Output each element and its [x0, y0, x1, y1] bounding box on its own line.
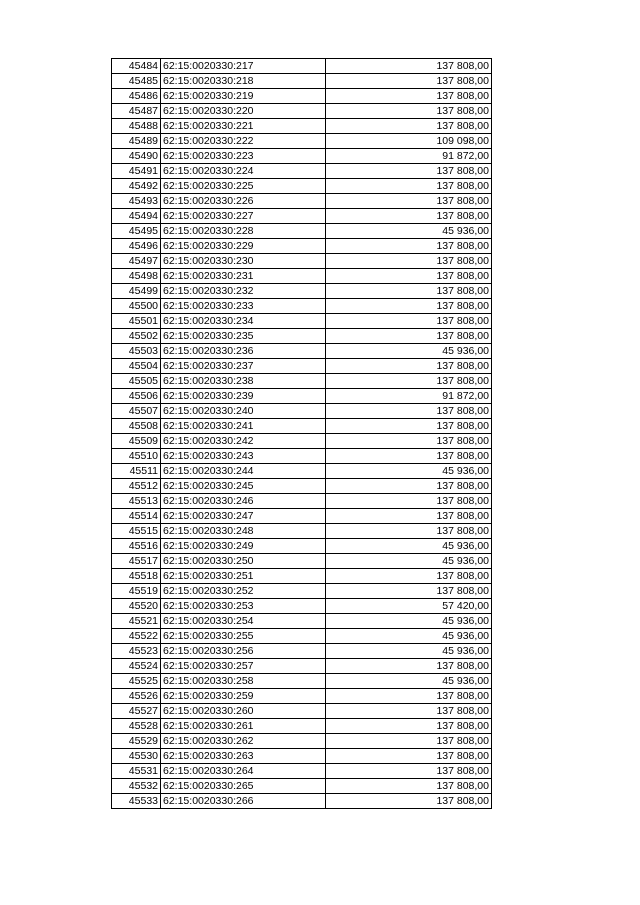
- value-cell: 137 808,00: [326, 314, 492, 329]
- cadastral-code-cell: 62:15:0020330:238: [161, 374, 326, 389]
- value-cell: 45 936,00: [326, 644, 492, 659]
- row-number-cell: 45527: [112, 704, 161, 719]
- table-row: [112, 284, 492, 299]
- value-cell: 137 808,00: [326, 749, 492, 764]
- cadastral-code-cell: 62:15:0020330:237: [161, 359, 326, 374]
- value-cell: 137 808,00: [326, 59, 492, 74]
- value-cell: 45 936,00: [326, 224, 492, 239]
- row-number-cell: 45497: [112, 254, 161, 269]
- row-number-cell: 45490: [112, 149, 161, 164]
- row-number-cell: 45501: [112, 314, 161, 329]
- row-number-cell: 45489: [112, 134, 161, 149]
- row-number-cell: 45524: [112, 659, 161, 674]
- table-row: [112, 74, 492, 89]
- table-row: [112, 254, 492, 269]
- value-cell: 137 808,00: [326, 779, 492, 794]
- value-cell: 137 808,00: [326, 269, 492, 284]
- table-row: [112, 194, 492, 209]
- table-row: [112, 134, 492, 149]
- value-cell: 137 808,00: [326, 734, 492, 749]
- value-cell: 91 872,00: [326, 149, 492, 164]
- cadastral-code-cell: 62:15:0020330:230: [161, 254, 326, 269]
- value-cell: 45 936,00: [326, 554, 492, 569]
- value-cell: 45 936,00: [326, 539, 492, 554]
- cadastral-code-cell: 62:15:0020330:234: [161, 314, 326, 329]
- row-number-cell: 45504: [112, 359, 161, 374]
- cadastral-code-cell: 62:15:0020330:242: [161, 434, 326, 449]
- table-row: [112, 479, 492, 494]
- row-number-cell: 45515: [112, 524, 161, 539]
- row-number-cell: 45517: [112, 554, 161, 569]
- cadastral-code-cell: 62:15:0020330:256: [161, 644, 326, 659]
- value-cell: 137 808,00: [326, 494, 492, 509]
- cadastral-code-cell: 62:15:0020330:243: [161, 449, 326, 464]
- row-number-cell: 45511: [112, 464, 161, 479]
- table-row: [112, 764, 492, 779]
- cadastral-code-cell: 62:15:0020330:244: [161, 464, 326, 479]
- value-cell: 137 808,00: [326, 374, 492, 389]
- table-row: [112, 704, 492, 719]
- cadastral-code-cell: 62:15:0020330:246: [161, 494, 326, 509]
- value-cell: 57 420,00: [326, 599, 492, 614]
- table-row: [112, 89, 492, 104]
- row-number-cell: 45493: [112, 194, 161, 209]
- table-row: [112, 179, 492, 194]
- row-number-cell: 45528: [112, 719, 161, 734]
- cadastral-code-cell: 62:15:0020330:220: [161, 104, 326, 119]
- table-row: [112, 734, 492, 749]
- cadastral-code-cell: 62:15:0020330:248: [161, 524, 326, 539]
- row-number-cell: 45492: [112, 179, 161, 194]
- row-number-cell: 45500: [112, 299, 161, 314]
- row-number-cell: 45521: [112, 614, 161, 629]
- row-number-cell: 45495: [112, 224, 161, 239]
- value-cell: 137 808,00: [326, 299, 492, 314]
- row-number-cell: 45491: [112, 164, 161, 179]
- row-number-cell: 45529: [112, 734, 161, 749]
- row-number-cell: 45512: [112, 479, 161, 494]
- value-cell: 137 808,00: [326, 209, 492, 224]
- row-number-cell: 45496: [112, 239, 161, 254]
- value-cell: 137 808,00: [326, 794, 492, 809]
- value-cell: 137 808,00: [326, 479, 492, 494]
- cadastral-code-cell: 62:15:0020330:252: [161, 584, 326, 599]
- cadastral-code-cell: 62:15:0020330:233: [161, 299, 326, 314]
- row-number-cell: 45526: [112, 689, 161, 704]
- row-number-cell: 45514: [112, 509, 161, 524]
- value-cell: 45 936,00: [326, 344, 492, 359]
- value-cell: 137 808,00: [326, 89, 492, 104]
- table-row: [112, 689, 492, 704]
- cadastral-code-cell: 62:15:0020330:235: [161, 329, 326, 344]
- value-cell: 137 808,00: [326, 569, 492, 584]
- value-cell: 137 808,00: [326, 764, 492, 779]
- table-row: [112, 314, 492, 329]
- row-number-cell: 45508: [112, 419, 161, 434]
- table-row: [112, 719, 492, 734]
- cadastral-code-cell: 62:15:0020330:224: [161, 164, 326, 179]
- value-cell: 137 808,00: [326, 254, 492, 269]
- table-row: [112, 659, 492, 674]
- row-number-cell: 45523: [112, 644, 161, 659]
- table-row: [112, 539, 492, 554]
- value-cell: 137 808,00: [326, 329, 492, 344]
- row-number-cell: 45520: [112, 599, 161, 614]
- cadastral-code-cell: 62:15:0020330:257: [161, 659, 326, 674]
- table-row: [112, 209, 492, 224]
- value-cell: 109 098,00: [326, 134, 492, 149]
- cadastral-code-cell: 62:15:0020330:250: [161, 554, 326, 569]
- cadastral-code-cell: 62:15:0020330:226: [161, 194, 326, 209]
- row-number-cell: 45506: [112, 389, 161, 404]
- row-number-cell: 45531: [112, 764, 161, 779]
- table-row: [112, 524, 492, 539]
- value-cell: 137 808,00: [326, 164, 492, 179]
- row-number-cell: 45513: [112, 494, 161, 509]
- row-number-cell: 45509: [112, 434, 161, 449]
- row-number-cell: 45505: [112, 374, 161, 389]
- value-cell: 137 808,00: [326, 74, 492, 89]
- table-row: [112, 584, 492, 599]
- value-cell: 137 808,00: [326, 704, 492, 719]
- row-number-cell: 45516: [112, 539, 161, 554]
- value-cell: 137 808,00: [326, 119, 492, 134]
- table-row: [112, 449, 492, 464]
- row-number-cell: 45532: [112, 779, 161, 794]
- value-cell: 137 808,00: [326, 419, 492, 434]
- table-row: [112, 239, 492, 254]
- row-number-cell: 45499: [112, 284, 161, 299]
- value-cell: 137 808,00: [326, 194, 492, 209]
- table-row: [112, 644, 492, 659]
- cadastral-code-cell: 62:15:0020330:218: [161, 74, 326, 89]
- row-number-cell: 45519: [112, 584, 161, 599]
- table-row: [112, 674, 492, 689]
- cadastral-code-cell: 62:15:0020330:263: [161, 749, 326, 764]
- data-table: [111, 58, 492, 809]
- table-row: [112, 569, 492, 584]
- cadastral-code-cell: 62:15:0020330:217: [161, 59, 326, 74]
- table-row: [112, 464, 492, 479]
- value-cell: 45 936,00: [326, 629, 492, 644]
- cadastral-code-cell: 62:15:0020330:229: [161, 239, 326, 254]
- row-number-cell: 45484: [112, 59, 161, 74]
- cadastral-code-cell: 62:15:0020330:253: [161, 599, 326, 614]
- table-row: [112, 359, 492, 374]
- table-row: [112, 749, 492, 764]
- cadastral-code-cell: 62:15:0020330:231: [161, 269, 326, 284]
- cadastral-code-cell: 62:15:0020330:251: [161, 569, 326, 584]
- value-cell: 137 808,00: [326, 509, 492, 524]
- cadastral-code-cell: 62:15:0020330:219: [161, 89, 326, 104]
- cadastral-code-cell: 62:15:0020330:228: [161, 224, 326, 239]
- value-cell: 137 808,00: [326, 239, 492, 254]
- table-row: [112, 434, 492, 449]
- cadastral-code-cell: 62:15:0020330:249: [161, 539, 326, 554]
- table-body: [112, 59, 492, 809]
- cadastral-code-cell: 62:15:0020330:232: [161, 284, 326, 299]
- table-row: [112, 779, 492, 794]
- cadastral-code-cell: 62:15:0020330:241: [161, 419, 326, 434]
- value-cell: 91 872,00: [326, 389, 492, 404]
- cadastral-code-cell: 62:15:0020330:265: [161, 779, 326, 794]
- value-cell: 137 808,00: [326, 584, 492, 599]
- cadastral-code-cell: 62:15:0020330:255: [161, 629, 326, 644]
- table-row: [112, 374, 492, 389]
- row-number-cell: 45503: [112, 344, 161, 359]
- table-row: [112, 599, 492, 614]
- table-row: [112, 554, 492, 569]
- row-number-cell: 45518: [112, 569, 161, 584]
- row-number-cell: 45498: [112, 269, 161, 284]
- cadastral-code-cell: 62:15:0020330:223: [161, 149, 326, 164]
- table-row: [112, 794, 492, 809]
- value-cell: 45 936,00: [326, 464, 492, 479]
- value-cell: 137 808,00: [326, 524, 492, 539]
- row-number-cell: 45533: [112, 794, 161, 809]
- cadastral-code-cell: 62:15:0020330:254: [161, 614, 326, 629]
- cadastral-code-cell: 62:15:0020330:247: [161, 509, 326, 524]
- value-cell: 137 808,00: [326, 404, 492, 419]
- table-row: [112, 494, 492, 509]
- cadastral-code-cell: 62:15:0020330:259: [161, 689, 326, 704]
- table-row: [112, 629, 492, 644]
- table-row: [112, 164, 492, 179]
- row-number-cell: 45487: [112, 104, 161, 119]
- value-cell: 137 808,00: [326, 179, 492, 194]
- value-cell: 137 808,00: [326, 659, 492, 674]
- cadastral-code-cell: 62:15:0020330:221: [161, 119, 326, 134]
- row-number-cell: 45510: [112, 449, 161, 464]
- row-number-cell: 45522: [112, 629, 161, 644]
- table-row: [112, 419, 492, 434]
- table-row: [112, 104, 492, 119]
- table-row: [112, 614, 492, 629]
- table-row: [112, 299, 492, 314]
- value-cell: 137 808,00: [326, 359, 492, 374]
- table-row: [112, 389, 492, 404]
- cadastral-code-cell: 62:15:0020330:258: [161, 674, 326, 689]
- cadastral-code-cell: 62:15:0020330:261: [161, 719, 326, 734]
- cadastral-code-cell: 62:15:0020330:264: [161, 764, 326, 779]
- table-row: [112, 344, 492, 359]
- row-number-cell: 45507: [112, 404, 161, 419]
- cadastral-code-cell: 62:15:0020330:260: [161, 704, 326, 719]
- row-number-cell: 45494: [112, 209, 161, 224]
- table-row: [112, 329, 492, 344]
- value-cell: 137 808,00: [326, 284, 492, 299]
- value-cell: 137 808,00: [326, 104, 492, 119]
- table-row: [112, 269, 492, 284]
- value-cell: 137 808,00: [326, 434, 492, 449]
- row-number-cell: 45502: [112, 329, 161, 344]
- value-cell: 137 808,00: [326, 449, 492, 464]
- table-row: [112, 509, 492, 524]
- cadastral-code-cell: 62:15:0020330:225: [161, 179, 326, 194]
- row-number-cell: 45525: [112, 674, 161, 689]
- value-cell: 137 808,00: [326, 689, 492, 704]
- row-number-cell: 45488: [112, 119, 161, 134]
- cadastral-code-cell: 62:15:0020330:227: [161, 209, 326, 224]
- table-row: [112, 404, 492, 419]
- value-cell: 45 936,00: [326, 614, 492, 629]
- value-cell: 45 936,00: [326, 674, 492, 689]
- cadastral-code-cell: 62:15:0020330:266: [161, 794, 326, 809]
- cadastral-code-cell: 62:15:0020330:262: [161, 734, 326, 749]
- row-number-cell: 45485: [112, 74, 161, 89]
- cadastral-code-cell: 62:15:0020330:240: [161, 404, 326, 419]
- row-number-cell: 45530: [112, 749, 161, 764]
- table-row: [112, 224, 492, 239]
- cadastral-code-cell: 62:15:0020330:239: [161, 389, 326, 404]
- table-row: [112, 149, 492, 164]
- cadastral-code-cell: 62:15:0020330:222: [161, 134, 326, 149]
- row-number-cell: 45486: [112, 89, 161, 104]
- table-row: [112, 59, 492, 74]
- value-cell: 137 808,00: [326, 719, 492, 734]
- cadastral-code-cell: 62:15:0020330:236: [161, 344, 326, 359]
- cadastral-code-cell: 62:15:0020330:245: [161, 479, 326, 494]
- table-row: [112, 119, 492, 134]
